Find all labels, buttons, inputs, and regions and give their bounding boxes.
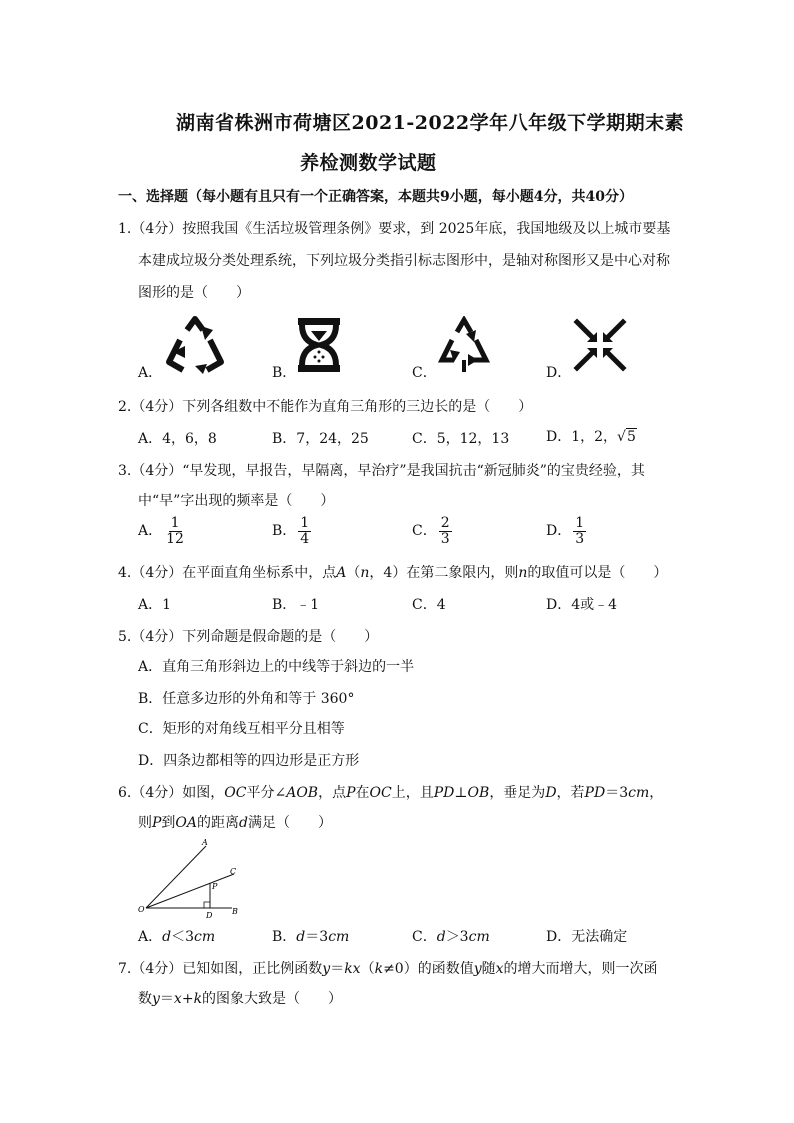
question-4-option-c: C．4 xyxy=(412,597,446,613)
text: 的取值可以是（ ） xyxy=(527,565,668,581)
question-1-line-1: 1.（4分）按照我国《生活垃圾管理条例》要求，到 2025年底，我国地级及以上城市要基 xyxy=(118,221,671,237)
question-3-option-a xyxy=(138,516,186,546)
label-c: C xyxy=(230,867,237,876)
text: ，4）在第二象限内，则 xyxy=(369,565,519,581)
ray-oc xyxy=(146,874,234,908)
question-1-line-2: 本建成垃圾分类处理系统，下列垃圾分类指引标志图形中，是轴对称图形又是中心对称 xyxy=(138,253,670,269)
angle-bisector-figure xyxy=(138,836,248,920)
ray-oa xyxy=(146,846,206,908)
var: d xyxy=(436,929,446,945)
question-6-option-d: D．无法确定 xyxy=(546,929,628,945)
question-2-option-d xyxy=(546,426,637,446)
text: 平分∠ xyxy=(246,785,287,801)
var: OC xyxy=(224,785,247,801)
var: OB xyxy=(467,785,490,801)
text: 的距离 xyxy=(197,815,240,831)
compress-arrows-icon xyxy=(573,318,627,372)
var: PD xyxy=(584,785,606,801)
var: d xyxy=(239,815,248,831)
text: ， xyxy=(649,785,664,801)
var: d xyxy=(162,929,172,945)
option-d-label: D． xyxy=(546,365,572,381)
fraction-numerator: 1 xyxy=(170,515,180,531)
fraction-denominator: 3 xyxy=(575,530,585,547)
text: ＝3 xyxy=(305,929,329,945)
sqrt-symbol: √5 xyxy=(617,429,636,445)
var: OA xyxy=(175,815,198,831)
text: ＝ xyxy=(159,991,174,1007)
question-2-option-a: A．4，6，8 xyxy=(138,431,217,447)
text: ＝ xyxy=(330,961,345,977)
option-c-label: C． xyxy=(412,365,437,381)
var: k xyxy=(374,961,384,977)
option-label: C． xyxy=(412,523,437,540)
unit: cm xyxy=(628,785,650,801)
question-5-option-b: B．任意多边形的外角和等于 360° xyxy=(138,691,355,707)
var: P xyxy=(152,815,162,831)
recycle-arrows-icon xyxy=(438,316,490,374)
fraction xyxy=(164,516,186,546)
question-3-line-2: 中“早”字出现的频率是（ ） xyxy=(138,493,335,509)
text: ＞3 xyxy=(445,929,469,945)
var: P xyxy=(346,785,356,801)
var-n: n xyxy=(518,565,528,581)
question-4-option-d: D．4或﹣4 xyxy=(546,597,618,613)
text: ，点 xyxy=(318,785,347,801)
question-6-line-2 xyxy=(138,812,332,832)
question-2-stem: 2.（4分）下列各组数中不能作为直角三角形的三边长的是（ ） xyxy=(118,399,533,415)
label-b: B xyxy=(232,907,238,916)
option-a-label: A． xyxy=(138,365,163,381)
question-6-option-c xyxy=(412,926,490,946)
text: 在 xyxy=(355,785,370,801)
fraction-numerator: 1 xyxy=(300,515,310,531)
question-5-option-c: C．矩形的对角线互相平分且相等 xyxy=(138,721,345,737)
label-p: P xyxy=(212,882,218,891)
text: + xyxy=(181,991,194,1007)
text: 7.（4分）已知如图，正比例函数 xyxy=(118,961,323,977)
question-4-option-b: B．﹣1 xyxy=(272,597,320,613)
question-3-option-c xyxy=(412,516,452,546)
text: 上，且 xyxy=(391,785,434,801)
var: y xyxy=(322,961,331,977)
text: 随 xyxy=(481,961,496,977)
var: x xyxy=(173,991,182,1007)
question-6-option-b xyxy=(272,926,349,946)
fraction-denominator: 12 xyxy=(166,530,184,547)
var: D xyxy=(545,785,557,801)
question-3-line-1: 3.（4分）“早发现，早报告，早隔离，早治疗”是我国抗击“新冠肺炎”的宝贵经验，其 xyxy=(118,463,645,479)
var: x xyxy=(495,961,504,977)
unit: cm xyxy=(328,929,350,945)
text: 到 xyxy=(161,815,176,831)
text: 的图象大致是（ ） xyxy=(202,991,343,1007)
text: ，若 xyxy=(556,785,585,801)
text: 数 xyxy=(138,991,152,1007)
text: C． xyxy=(412,929,437,945)
text: ⊥ xyxy=(454,785,468,801)
question-1-line-3: 图形的是（ ） xyxy=(138,285,250,301)
question-5-stem: 5.（4分）下列命题是假命题的是（ ） xyxy=(118,629,379,645)
text: 4.（4分）在平面直角坐标系中，点 xyxy=(118,565,337,581)
text: A． xyxy=(138,929,163,945)
question-4-option-a: A．1 xyxy=(138,597,172,613)
sqrt-radicand: 5 xyxy=(626,429,636,445)
text: 满足（ ） xyxy=(247,815,332,831)
question-4-stem xyxy=(118,562,667,582)
page-title-line-2: 养检测数学试题 xyxy=(300,152,437,174)
var-a: A xyxy=(336,565,347,581)
var: k xyxy=(193,991,203,1007)
question-6-option-a xyxy=(138,926,215,946)
question-5-option-d: D．四条边都相等的四边形是正方形 xyxy=(138,753,360,769)
question-2-option-d-prefix: D．1，2， xyxy=(546,429,618,445)
hourglass-icon xyxy=(296,317,342,373)
text: 的增大而增大，则一次函 xyxy=(503,961,658,977)
text: ≠0）的函数值 xyxy=(383,961,474,977)
text: 则 xyxy=(138,815,152,831)
question-6-line-1 xyxy=(118,782,663,802)
recycle-triangle-icon xyxy=(163,316,227,374)
var: y xyxy=(152,991,160,1007)
unit: cm xyxy=(468,929,490,945)
text: B． xyxy=(272,929,297,945)
unit: cm xyxy=(194,929,216,945)
text: ，垂足为 xyxy=(489,785,546,801)
fraction-numerator: 1 xyxy=(575,515,585,531)
question-2-option-b: B．7，24，25 xyxy=(272,431,369,447)
fraction xyxy=(298,516,311,546)
text: （ xyxy=(346,565,361,581)
question-3-option-d xyxy=(546,516,586,546)
label-a: A xyxy=(202,838,208,847)
label-o: O xyxy=(138,905,145,914)
page-title-line-1: 湖南省株洲市荷塘区2021-2022学年八年级下学期期末素 xyxy=(176,112,685,134)
question-5-option-a: A．直角三角形斜边上的中线等于斜边的一半 xyxy=(138,659,415,675)
var: PD xyxy=(433,785,455,801)
question-3-option-b xyxy=(272,516,311,546)
var-n: n xyxy=(360,565,370,581)
fraction-denominator: 3 xyxy=(440,530,450,547)
text: （ xyxy=(360,961,375,977)
option-label: B． xyxy=(272,523,297,540)
var: AOB xyxy=(286,785,319,801)
option-label: A． xyxy=(138,523,163,540)
label-d: D xyxy=(206,911,213,920)
option-b-label: B． xyxy=(272,365,297,381)
text: 6.（4分）如图， xyxy=(118,785,225,801)
question-7-line-2 xyxy=(138,988,342,1008)
var: y xyxy=(473,961,482,977)
fraction-numerator: 2 xyxy=(440,515,450,531)
fraction xyxy=(439,516,452,546)
question-7-line-1 xyxy=(118,958,658,978)
fraction-denominator: 4 xyxy=(300,530,310,547)
var: kx xyxy=(344,961,361,977)
fraction xyxy=(573,516,586,546)
section-heading: 一、选择题（每小题有且只有一个正确答案，本题共9小题，每小题4分，共40分） xyxy=(118,189,633,205)
option-label: D． xyxy=(546,523,572,540)
text: ＝3 xyxy=(605,785,629,801)
text: ＜3 xyxy=(171,929,195,945)
right-angle-mark xyxy=(204,902,210,908)
var: OC xyxy=(369,785,392,801)
question-2-option-c: C．5，12，13 xyxy=(412,431,510,447)
var: d xyxy=(296,929,306,945)
